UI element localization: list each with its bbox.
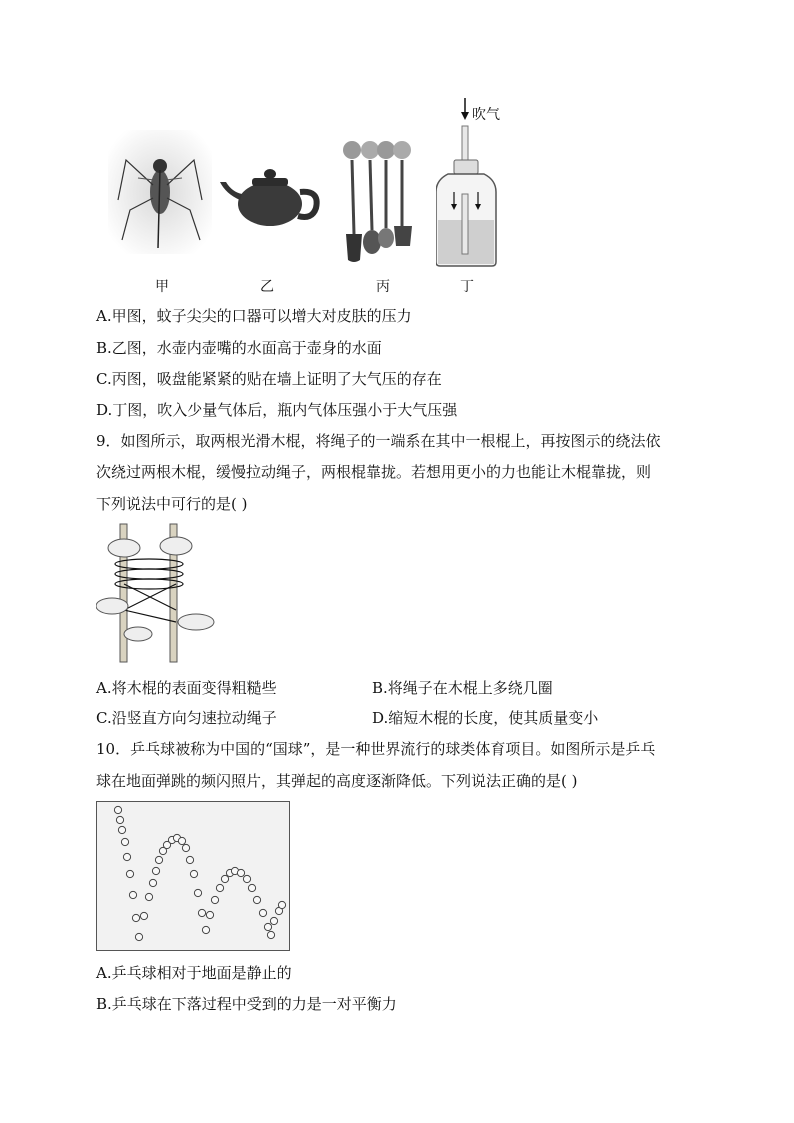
- figure-mosquito: [108, 130, 212, 254]
- q10-stem-line-2: 球在地面弹跳的频闪照片，其弹起的高度逐渐降低。下列说法正确的是( ): [96, 772, 578, 790]
- q10-option-b: B.乒乓球在下落过程中受到的力是一对平衡力: [96, 995, 397, 1013]
- q8-option-d: D.丁图，吹入少量气体后，瓶内气体压强小于大气压强: [96, 401, 458, 419]
- q10-option-a: A.乒乓球相对于地面是静止的: [96, 964, 292, 982]
- q9-option-c: C.沿竖直方向匀速拉动绳子: [96, 709, 277, 727]
- q10-stem-line-1: 10．乒乓球被称为中国的“国球”，是一种世界流行的球类体育项目。如图所示是乒乓: [96, 740, 656, 758]
- caption-yi: 乙: [260, 279, 274, 295]
- q9-option-b: B.将绳子在木棍上多绕几圈: [372, 679, 553, 697]
- q8-option-b: B.乙图，水壶内壶嘴的水面高于壶身的水面: [96, 339, 382, 357]
- q9-stem-line-3: 下列说法中可行的是( ): [96, 495, 248, 513]
- figure-suction-hooks: [338, 138, 420, 266]
- q9-stem-line-2: 次绕过两根木棍，缓慢拉动绳子，两根棍靠拢。若想用更小的力也能让木棍靠拢，则: [96, 463, 652, 481]
- q8-option-c: C.丙图，吸盘能紧紧的贴在墙上证明了大气压的存在: [96, 370, 442, 388]
- q9-option-d: D.缩短木棍的长度，使其质量变小: [372, 709, 599, 727]
- figure-teapot: [216, 160, 324, 230]
- q8-option-a: A.甲图，蚊子尖尖的口器可以增大对皮肤的压力: [96, 307, 412, 325]
- blow-label: 吹气: [472, 107, 500, 123]
- figure-pingpong-strobe: [96, 801, 290, 951]
- q9-option-a: A.将木棍的表面变得粗糙些: [96, 679, 277, 697]
- caption-bing: 丙: [376, 279, 390, 295]
- caption-jia: 甲: [155, 279, 169, 295]
- q9-stem-line-1: 9．如图所示，取两根光滑木棍，将绳子的一端系在其中一根棍上，再按图示的绕法依: [96, 432, 661, 450]
- caption-ding: 丁: [460, 279, 474, 295]
- figure-sticks-rope: [96, 522, 220, 664]
